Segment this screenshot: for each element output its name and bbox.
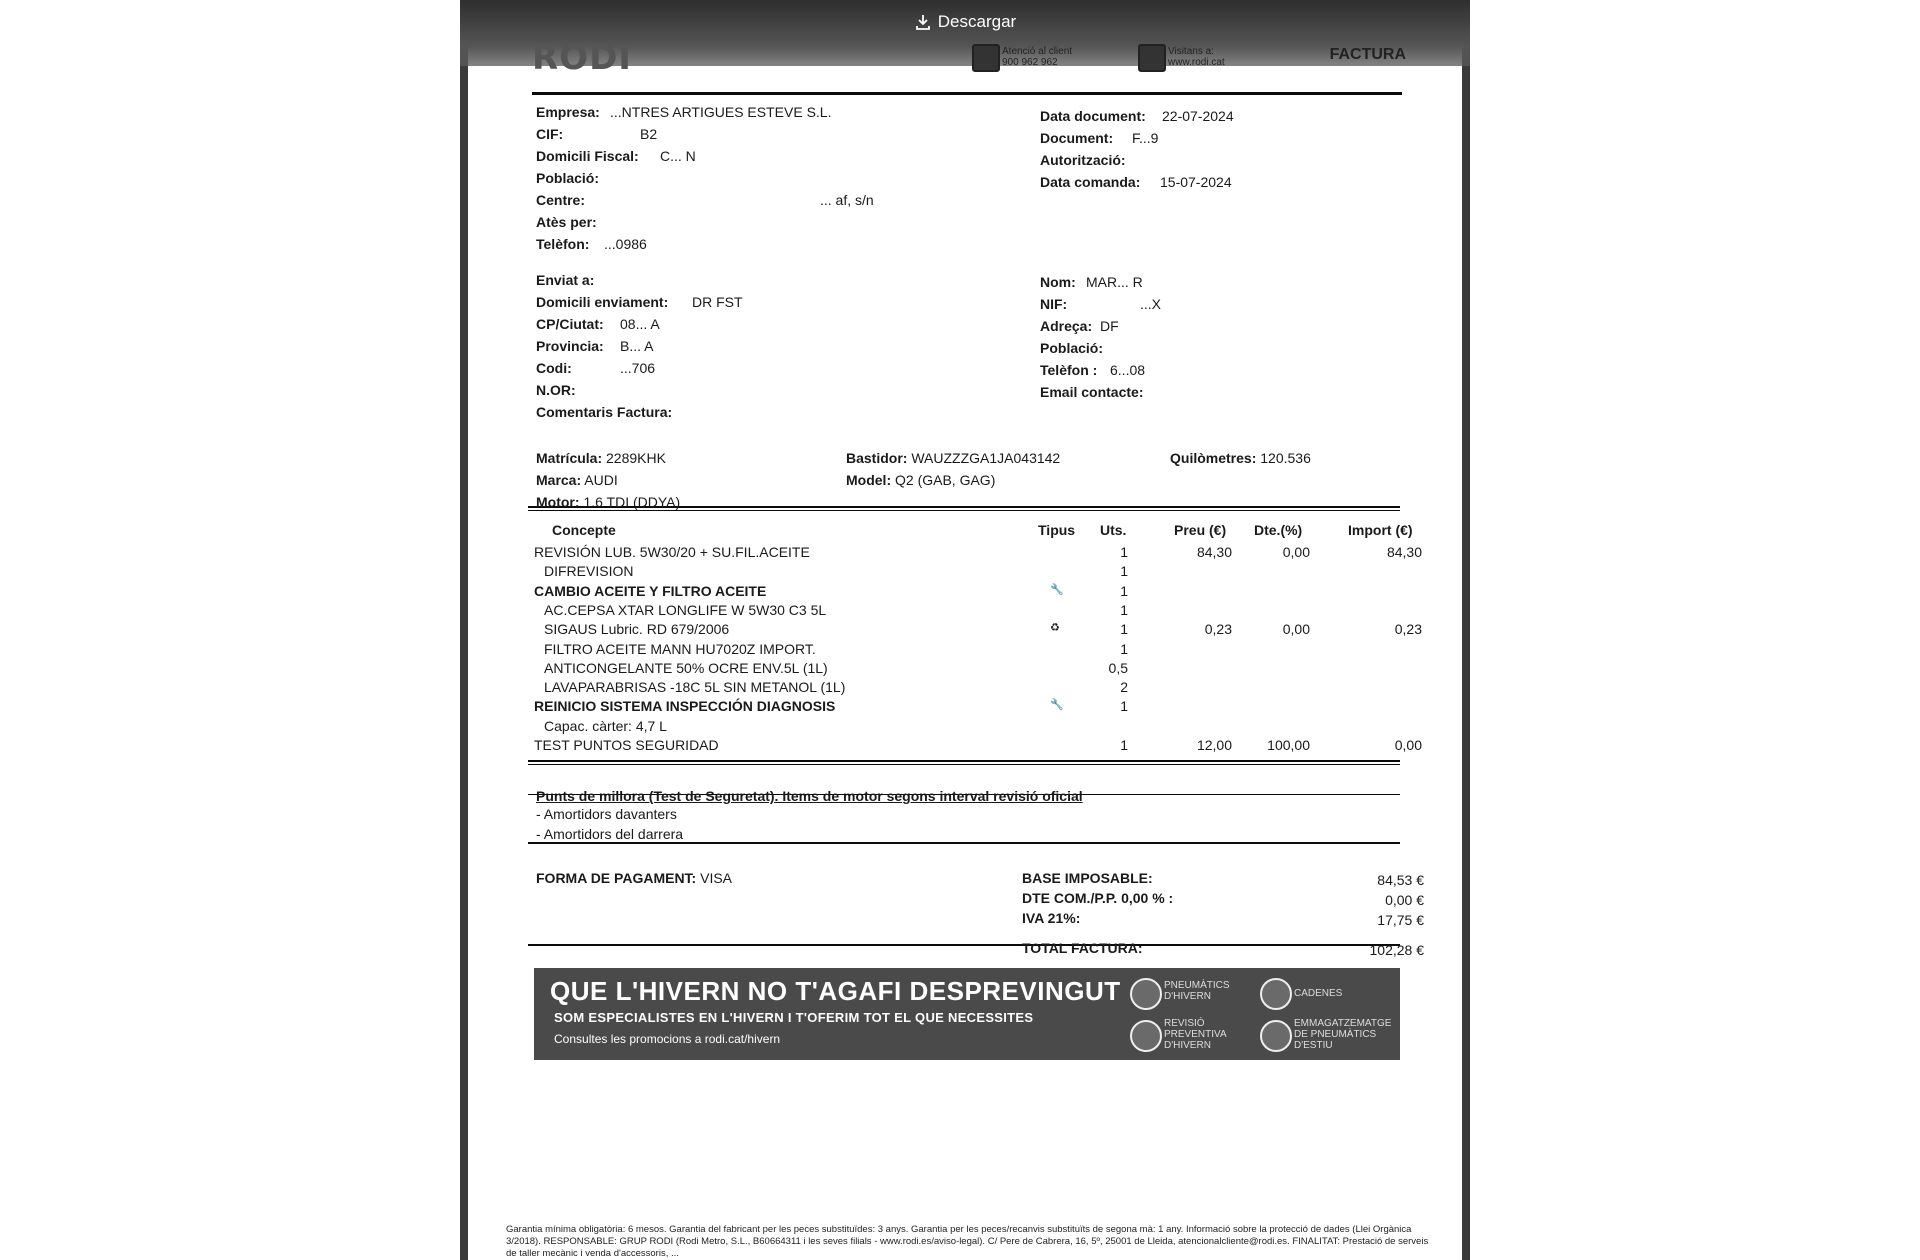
col-type: Tipus	[1038, 522, 1076, 538]
payment-row	[536, 870, 732, 886]
table-row	[0, 563, 1920, 582]
row-units: 1	[1120, 737, 1128, 753]
col-discount: Dte.(%)	[1254, 522, 1303, 538]
attended-by-label: Atès per:	[536, 214, 597, 230]
vat-label: IVA 21%:	[1022, 910, 1081, 926]
row-amount: 84,30	[1386, 544, 1422, 560]
row-units: 1	[1120, 621, 1128, 638]
row-concept: AC.CEPSA XTAR LONGLIFE W 5W30 C3 5L	[544, 601, 827, 618]
province-label: Provincia:	[536, 338, 604, 354]
nif-label: NIF:	[1040, 296, 1068, 312]
banner-headline: QUE L'HIVERN NO T'AGAFI DESPREVINGUT	[550, 976, 1121, 1006]
invoice-comments-label: Comentaris Factura:	[536, 404, 673, 420]
col-amount: Import (€)	[1348, 522, 1413, 538]
tax-address-label: Domicili Fiscal:	[536, 148, 639, 164]
banner-promo: Consultes les promocions a rodi.cat/hivern	[554, 1032, 781, 1046]
code-value: ...706	[620, 360, 656, 376]
banner-subtitle: SOM ESPECIALISTES EN L'HIVERN I T'OFERIM TOT EL QUE NECESSITES	[554, 1010, 1034, 1025]
table-row	[0, 583, 1920, 602]
row-discount: 0,00	[1282, 621, 1310, 638]
row-amount: 0,23	[1394, 621, 1422, 638]
contact-phone: 900 962 962	[1002, 57, 1058, 68]
discount-label: DTE COM./P.P. 0,00 % :	[1022, 890, 1174, 906]
authorization-label: Autorització:	[1040, 152, 1126, 168]
col-price: Preu (€)	[1174, 522, 1227, 538]
web-label: Visitans a:	[1168, 46, 1214, 57]
row-concept: TEST PUNTOS SEGURIDAD	[534, 737, 719, 753]
total-value: 102,28 €	[1369, 942, 1424, 958]
plate-row	[536, 450, 666, 466]
discount-value: 0,00 €	[1385, 892, 1424, 908]
brand-label: Marca:	[536, 472, 582, 488]
base-value: 84,53 €	[1377, 872, 1424, 888]
contact-info	[1002, 46, 1072, 68]
company-label: Empresa:	[536, 104, 600, 120]
vat-value: 17,75 €	[1377, 912, 1424, 928]
phone-icon	[972, 44, 1000, 72]
row-units: 0,5	[1108, 659, 1128, 676]
doc-date-value: 22-07-2024	[1162, 108, 1234, 124]
nif-value: ...X	[1140, 296, 1162, 312]
improvements-title: Punts de millora (Test de Seguretat). Items de motor segons interval revisió oficial	[536, 788, 1083, 804]
address-label: Adreça:	[1040, 318, 1093, 334]
vin-value: WAUZZZGA1JA043142	[911, 450, 1061, 466]
banner-item: REVISIÓ PREVENTIVA D'HIVERN	[1164, 1018, 1227, 1051]
row-price: 12,00	[1196, 737, 1232, 753]
tax-address-value: C... N	[660, 148, 696, 164]
row-concept: REVISIÓN LUB. 5W30/20 + SU.FIL.ACEITE	[534, 544, 810, 560]
row-concept: DIFREVISION	[544, 563, 634, 580]
document-type: FACTURA	[1329, 46, 1406, 63]
address-value: DF	[1100, 318, 1119, 334]
ship-address-value: DR FST	[692, 294, 743, 310]
web-info	[1168, 46, 1225, 68]
postcode-label: CP/Ciutat:	[536, 316, 604, 332]
web-icon	[1138, 44, 1166, 72]
engine-label: Motor:	[536, 494, 580, 510]
phone-value: ...0986	[604, 236, 647, 252]
row-units: 1	[1120, 582, 1128, 599]
nor-label: N.OR:	[536, 382, 576, 398]
tire-icon	[1130, 978, 1162, 1010]
row-concept: ANTICONGELANTE 50% OCRE ENV.5L (1L)	[544, 659, 828, 676]
wrench-icon: 🔧	[1050, 699, 1064, 712]
col-concept: Concepte	[552, 522, 616, 538]
clipboard-icon	[1130, 1020, 1162, 1052]
row-units: 1	[1120, 640, 1128, 657]
rodi-logo: RODI	[532, 38, 632, 78]
row-units: 2	[1120, 679, 1128, 696]
download-label: Descargar	[937, 12, 1017, 31]
storage-icon	[1260, 1020, 1292, 1052]
order-date-label: Data comanda:	[1040, 174, 1141, 190]
cif-value: B2	[640, 126, 658, 142]
doc-number-value: F...9	[1132, 130, 1159, 146]
download-button[interactable]	[460, 12, 1470, 32]
model-value: Q2 (GAB, GAG)	[895, 472, 996, 488]
row-discount: 0,00	[1282, 544, 1310, 560]
base-label: BASE IMPOSABLE:	[1022, 870, 1153, 886]
plate-value: 2289KHK	[606, 450, 666, 466]
phone-label: Telèfon:	[536, 236, 590, 252]
km-row	[1170, 450, 1311, 466]
improvement-item: - Amortidors davanters	[536, 806, 677, 822]
doc-date-label: Data document:	[1040, 108, 1146, 124]
chain-icon	[1260, 978, 1292, 1010]
vin-label: Bastidor:	[846, 450, 908, 466]
banner-item: CADENES	[1294, 988, 1343, 999]
download-icon	[914, 13, 932, 31]
row-concept: LAVAPARABRISAS -18C 5L SIN METANOL (1L)	[544, 679, 846, 696]
model-row	[846, 472, 995, 488]
table-row	[0, 737, 1920, 756]
table-row	[0, 660, 1920, 679]
row-concept: SIGAUS Lubric. RD 679/2006	[544, 621, 730, 638]
banner-item: EMMAGATZEMATGE DE PNEUMÀTICS D'ESTIU	[1294, 1018, 1392, 1051]
banner-item: PNEUMÀTICS D'HIVERN	[1164, 980, 1230, 1002]
province-value: B... A	[620, 338, 654, 354]
client-phone-label: Telèfon :	[1040, 362, 1098, 378]
row-units: 1	[1120, 601, 1128, 618]
ship-address-label: Domicili enviament:	[536, 294, 669, 310]
total-label: TOTAL FACTURA:	[1022, 940, 1143, 956]
table-row	[0, 602, 1920, 621]
legal-footer: Garantia mínima obligatòria: 6 mesos. Garantia del fabricant per les peces substituïdes: 3 anys. Garantia per les peces/recanvis substituïts de segona mà: 1 any. Informació sobre la protecció de dades (Llei Orgànica 3/2018). RESPONSABLE: GRUP RODI (Rodi Metro, S.L., B60664311 i les seves filials - www.rodi.es/aviso-legal). C/ Pere de Cabrera, 16, 5º, 25001 de Lleida, atencionalcliente@rodi.es. FINALITAT: Prestació de serveis de taller mecànic i venda d'accessoris, ...	[506, 1224, 1429, 1259]
code-label: Codi:	[536, 360, 572, 376]
centre-label: Centre:	[536, 192, 586, 208]
row-price: 84,30	[1196, 544, 1232, 560]
email-label: Email contacte:	[1040, 384, 1144, 400]
improvement-item: - Amortidors del darrera	[536, 826, 684, 842]
row-concept: REINICIO SISTEMA INSPECCIÓN DIAGNOSIS	[534, 698, 836, 715]
centre-value: ... af, s/n	[820, 192, 874, 208]
payment-value: VISA	[700, 870, 733, 886]
row-units: 1	[1120, 698, 1128, 715]
engine-value: 1.6 TDI (DDYA)	[583, 494, 681, 510]
row-amount: 0,00	[1394, 737, 1422, 753]
web-url: www.rodi.cat	[1168, 57, 1225, 68]
cif-label: CIF:	[536, 126, 564, 142]
client-town-label: Població:	[1040, 340, 1104, 356]
row-units: 1	[1120, 563, 1128, 580]
table-row	[0, 621, 1920, 640]
col-units: Uts.	[1100, 522, 1127, 538]
sent-to-label: Enviat a:	[536, 272, 595, 288]
table-row	[0, 544, 1920, 563]
name-label: Nom:	[1040, 274, 1076, 290]
table-row	[0, 679, 1920, 698]
row-discount: 100,00	[1267, 737, 1310, 753]
row-concept: CAMBIO ACEITE Y FILTRO ACEITE	[534, 582, 767, 599]
table-row	[0, 698, 1920, 717]
brand-row	[536, 472, 618, 488]
plate-label: Matrícula:	[536, 450, 603, 466]
client-phone-value: 6...08	[1110, 362, 1146, 378]
table-row	[0, 641, 1920, 660]
contact-label: Atenció al client	[1002, 46, 1073, 57]
payment-label: FORMA DE PAGAMENT:	[536, 870, 697, 886]
row-concept: FILTRO ACEITE MANN HU7020Z IMPORT.	[544, 640, 816, 657]
model-label: Model:	[846, 472, 892, 488]
promo-banner	[534, 968, 1400, 1060]
vin-row	[846, 450, 1060, 466]
row-units: 1	[1120, 544, 1128, 560]
row-price: 0,23	[1204, 621, 1232, 638]
table-row	[0, 718, 1920, 737]
recycle-icon: ♻	[1050, 622, 1060, 635]
km-label: Quilòmetres:	[1170, 450, 1257, 466]
company-value: ...NTRES ARTIGUES ESTEVE S.L.	[610, 104, 832, 120]
engine-row	[536, 494, 680, 510]
name-value: MAR... R	[1086, 274, 1143, 290]
brand-value: AUDI	[584, 472, 618, 488]
postcode-value: 08... A	[620, 316, 660, 332]
town-label: Població:	[536, 170, 600, 186]
order-date-value: 15-07-2024	[1160, 174, 1232, 190]
doc-number-label: Document:	[1040, 130, 1114, 146]
km-value: 120.536	[1260, 450, 1311, 466]
wrench-icon: 🔧	[1050, 583, 1064, 596]
row-concept: Capac. càrter: 4,7 L	[544, 717, 667, 734]
